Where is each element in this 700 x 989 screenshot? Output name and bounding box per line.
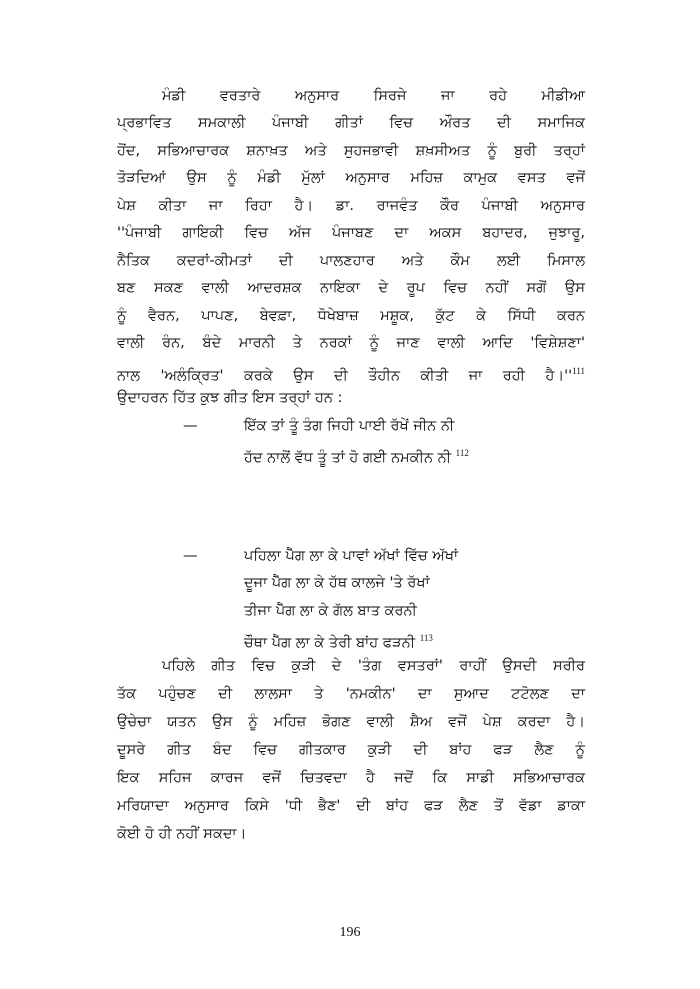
text-line: ਮੰਡੀ ਵਰਤਾਰੇ ਅਨੁਸਾਰ ਸਿਰਜੇ ਜਾ ਰਹੇ ਮੀਡੀਆ — [162, 88, 585, 104]
text-line: ਤੋੜਦਿਆਂ ਉਸ ਨੂੰ ਮੰਡੀ ਮੁੱਲਾਂ ਅਨੁਸਾਰ ਮਹਿਜ਼ ਕਾਮੁਕ ਵਸਤ ਵਜੋਂ — [117, 170, 585, 186]
verse-line — [244, 443, 469, 468]
text-line: ਪੇਸ਼ ਕੀਤਾ ਜਾ ਰਿਹਾ ਹੈ। ਡਾ. ਰਾਜਵੰਤ ਕੌਰ ਪੰਜਾਬੀ ਅਨੁਸਾਰ — [117, 198, 585, 214]
text-line: ਉਦਾਹਰਨ ਹਿੱਤ ਕੁਝ ਗੀਤ ਇਸ ਤਰ੍ਹਾਂ ਹਨ : — [117, 390, 343, 406]
verse-line: ਇੱਕ ਤਾਂ ਤੂੰ ਤੰਗ ਜਿਹੀ ਪਾਈ ਰੱਖੇਂ ਜੀਨ ਨੀ — [244, 418, 455, 434]
page-number: 196 — [339, 925, 361, 940]
verse-line: ਦੂਜਾ ਪੈੱਗ ਲਾ ਕੇ ਹੱਥ ਕਾਲਜੇ 'ਤੇ ਰੱਖਾਂ — [244, 575, 430, 591]
text-line: ਇਕ ਸਹਿਜ ਕਾਰਜ ਵਜੋਂ ਚਿਤਵਦਾ ਹੈ ਜਦੋਂ ਕਿ ਸਾਡੀ ਸਭਿਆਚਾਰਕ — [117, 770, 585, 786]
verse-line: ਪਹਿਲਾ ਪੈੱਗ ਲਾ ਕੇ ਪਾਵਾਂ ਅੱਖਾਂ ਵਿੱਚ ਅੱਖਾਂ — [244, 548, 459, 564]
text-line: ਤੱਕ ਪਹੁੰਚਣ ਦੀ ਲਾਲਸਾ ਤੇ 'ਨਮਕੀਨ' ਦਾ ਸੁਆਦ ਟਟੋਲਣ ਦਾ — [117, 686, 585, 702]
em-dash: — — [183, 548, 198, 564]
text-line: ਹੋਂਦ, ਸਭਿਆਚਾਰਕ ਸ਼ਨਾਖ਼ਤ ਅਤੇ ਸੁਹਜਭਾਵੀ ਸ਼ਖ਼ਸੀਅਤ ਨੂੰ ਬੁਰੀ ਤਰ੍ਹਾਂ — [117, 143, 585, 159]
text-content: ਨਾਲ 'ਅਲੰਕ੍ਰਿਤ' ਕਰਕੇ ਉਸ ਦੀ ਤੌਹੀਨ ਕੀਤੀ ਜਾ ਰਹੀ ਹੈ।'' — [117, 368, 573, 384]
text-line — [117, 361, 585, 386]
text-line: ਵਾਲੀ ਰੰਨ, ਬੰਦੇ ਮਾਰਨੀ ਤੇ ਨਰਕਾਂ ਨੂੰ ਜਾਣ ਵਾਲੀ ਆਦਿ 'ਵਿਸ਼ੇਸ਼ਣਾ' — [117, 335, 585, 351]
em-dash: — — [183, 418, 198, 434]
text-line: ਕੋਈ ਹੋ ਹੀ ਨਹੀਂ ਸਕਦਾ। — [117, 826, 247, 842]
text-line: ਪਹਿਲੇ ਗੀਤ ਵਿਚ ਕੁੜੀ ਦੇ 'ਤੰਗ ਵਸਤਰਾਂ' ਰਾਹੀਂ ਉਸਦੀ ਸਰੀਰ — [162, 658, 585, 674]
verse-line — [244, 628, 433, 653]
text-line: ਬਣ ਸਕਣ ਵਾਲੀ ਆਦਰਸ਼ਕ ਨਾਇਕਾ ਦੇ ਰੂਪ ਵਿਚ ਨਹੀਂ ਸਗੋਂ ਉਸ — [117, 280, 585, 296]
text-line: ਉਚੇਚਾ ਯਤਨ ਉਸ ਨੂੰ ਮਹਿਜ਼ ਭੋਗਣ ਵਾਲੀ ਸ਼ੈਅ ਵਜੋਂ ਪੇਸ਼ ਕਰਦਾ ਹੈ। — [117, 714, 585, 730]
verse-text: ਹੱਦ ਨਾਲੋਂ ਵੱਧ ਤੂੰ ਤਾਂ ਹੋ ਗਈ ਨਮਕੀਨ ਨੀ — [244, 450, 452, 466]
text-line: ਨੈਤਿਕ ਕਦਰਾਂ-ਕੀਮਤਾਂ ਦੀ ਪਾਲਣਹਾਰ ਅਤੇ ਕੌਮ ਲਈ ਮਿਸਾਲ — [117, 253, 585, 269]
text-line: ਦੂਸਰੇ ਗੀਤ ਬੰਦ ਵਿਚ ਗੀਤਕਾਰ ਕੁੜੀ ਦੀ ਬਾਂਹ ਫੜ ਲੈਣ ਨੂੰ — [117, 742, 585, 758]
text-line: ''ਪੰਜਾਬੀ ਗਾਇਕੀ ਵਿਚ ਅੱਜ ਪੰਜਾਬਣ ਦਾ ਅਕਸ ਬਹਾਦਰ, ਜੁਝਾਰੂ, — [117, 225, 585, 241]
footnote-ref: 111 — [572, 366, 585, 376]
text-line: ਨੂੰ ਵੈਰਨ, ਪਾਪਣ, ਬੇਵਫ਼ਾ, ਧੋਖੇਬਾਜ਼ ਮਸ਼ੂਕ, ਕੁੱਟ ਕੇ ਸਿੱਧੀ ਕਰਨ — [117, 308, 585, 324]
text-line: ਮਰਿਯਾਦਾ ਅਨੁਸਾਰ ਕਿਸੇ 'ਧੀ ਭੈਣ' ਦੀ ਬਾਂਹ ਫੜ ਲੈਣ ਤੋਂ ਵੱਡਾ ਡਾਕਾ — [117, 798, 585, 814]
footnote-ref: 113 — [419, 633, 433, 643]
text-line: ਪ੍ਰਭਾਵਿਤ ਸਮਕਾਲੀ ਪੰਜਾਬੀ ਗੀਤਾਂ ਵਿਚ ਔਰਤ ਦੀ ਸਮਾਜਿਕ — [117, 115, 585, 131]
verse-text: ਚੌਥਾ ਪੈੱਗ ਲਾ ਕੇ ਤੇਰੀ ਬਾਂਹ ਫੜਨੀ — [244, 635, 416, 651]
footnote-ref: 112 — [455, 448, 469, 458]
verse-line: ਤੀਜਾ ਪੈੱਗ ਲਾ ਕੇ ਗੱਲ ਬਾਤ ਕਰਨੀ — [244, 603, 417, 619]
